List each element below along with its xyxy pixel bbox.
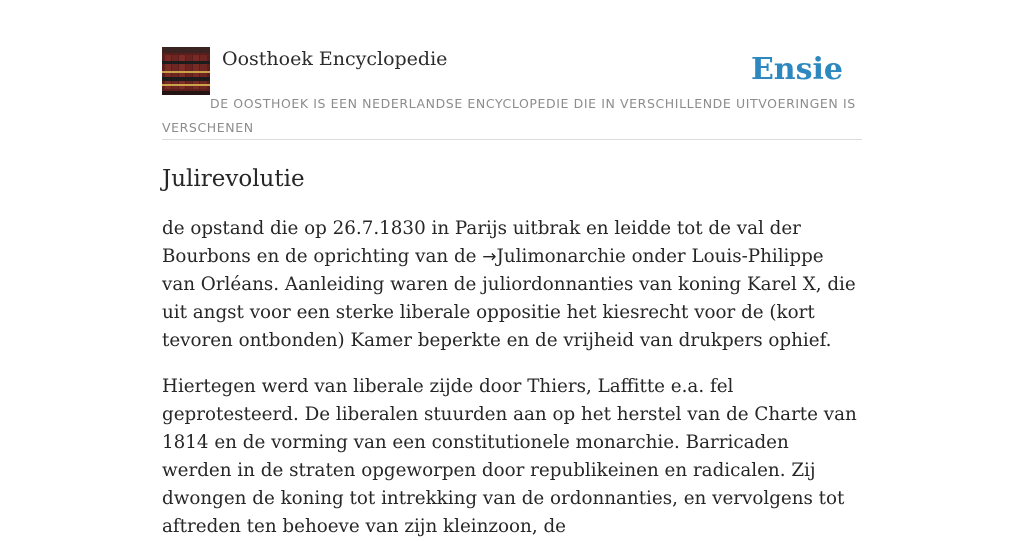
article-paragraph: Hiertegen werd van liberale zijde door Thiers, Laffitte e.a. fel geprotesteerd. De liberalen stuurden aan op het herstel van de Charte van 1814 en de vorming van een constitutionele monarchie. Barricaden werden in de straten opgeworpen door republikeinen en radicalen. Zij dwongen de koning tot intrekking van de ordonnanties, en vervolgens tot aftreden ten behoeve van zijn kleinzoon, de [162, 376, 857, 537]
link-text: Julimonarchie [496, 246, 626, 267]
article-title: Julirevolutie [162, 166, 305, 192]
site-header [162, 46, 862, 140]
julimonarchie-link[interactable] [482, 246, 625, 267]
paragraph-text: de opstand die op 26.7.1830 in Parijs uitbrak en leidde tot de val der Bourbons en de oprichting van de [162, 218, 801, 267]
article [162, 160, 862, 541]
paragraph-text: onder Louis-Philippe van Orléans. Aanleiding waren de juliordonnanties van koning Karel X, die uit angst voor een sterke liberale oppositie het kiesrecht voor de (kort tevoren ontbonden) Kamer beperkte en de vrijheid van drukpers ophief. [162, 246, 856, 351]
encyclopedia-books-icon [162, 47, 210, 95]
arrow-right-icon: → [482, 247, 497, 267]
site-tagline: DE OOSTHOEK IS EEN NEDERLANDSE ENCYCLOPEDIE DIE IN VERSCHILLENDE UITVOERINGEN IS VERSCHENEN [162, 96, 856, 135]
article-paragraph [162, 215, 862, 355]
site-name[interactable]: Oosthoek Encyclopedie [222, 48, 448, 70]
ensie-logo-link[interactable]: Ensie [750, 52, 843, 87]
site-avatar[interactable] [162, 47, 210, 95]
